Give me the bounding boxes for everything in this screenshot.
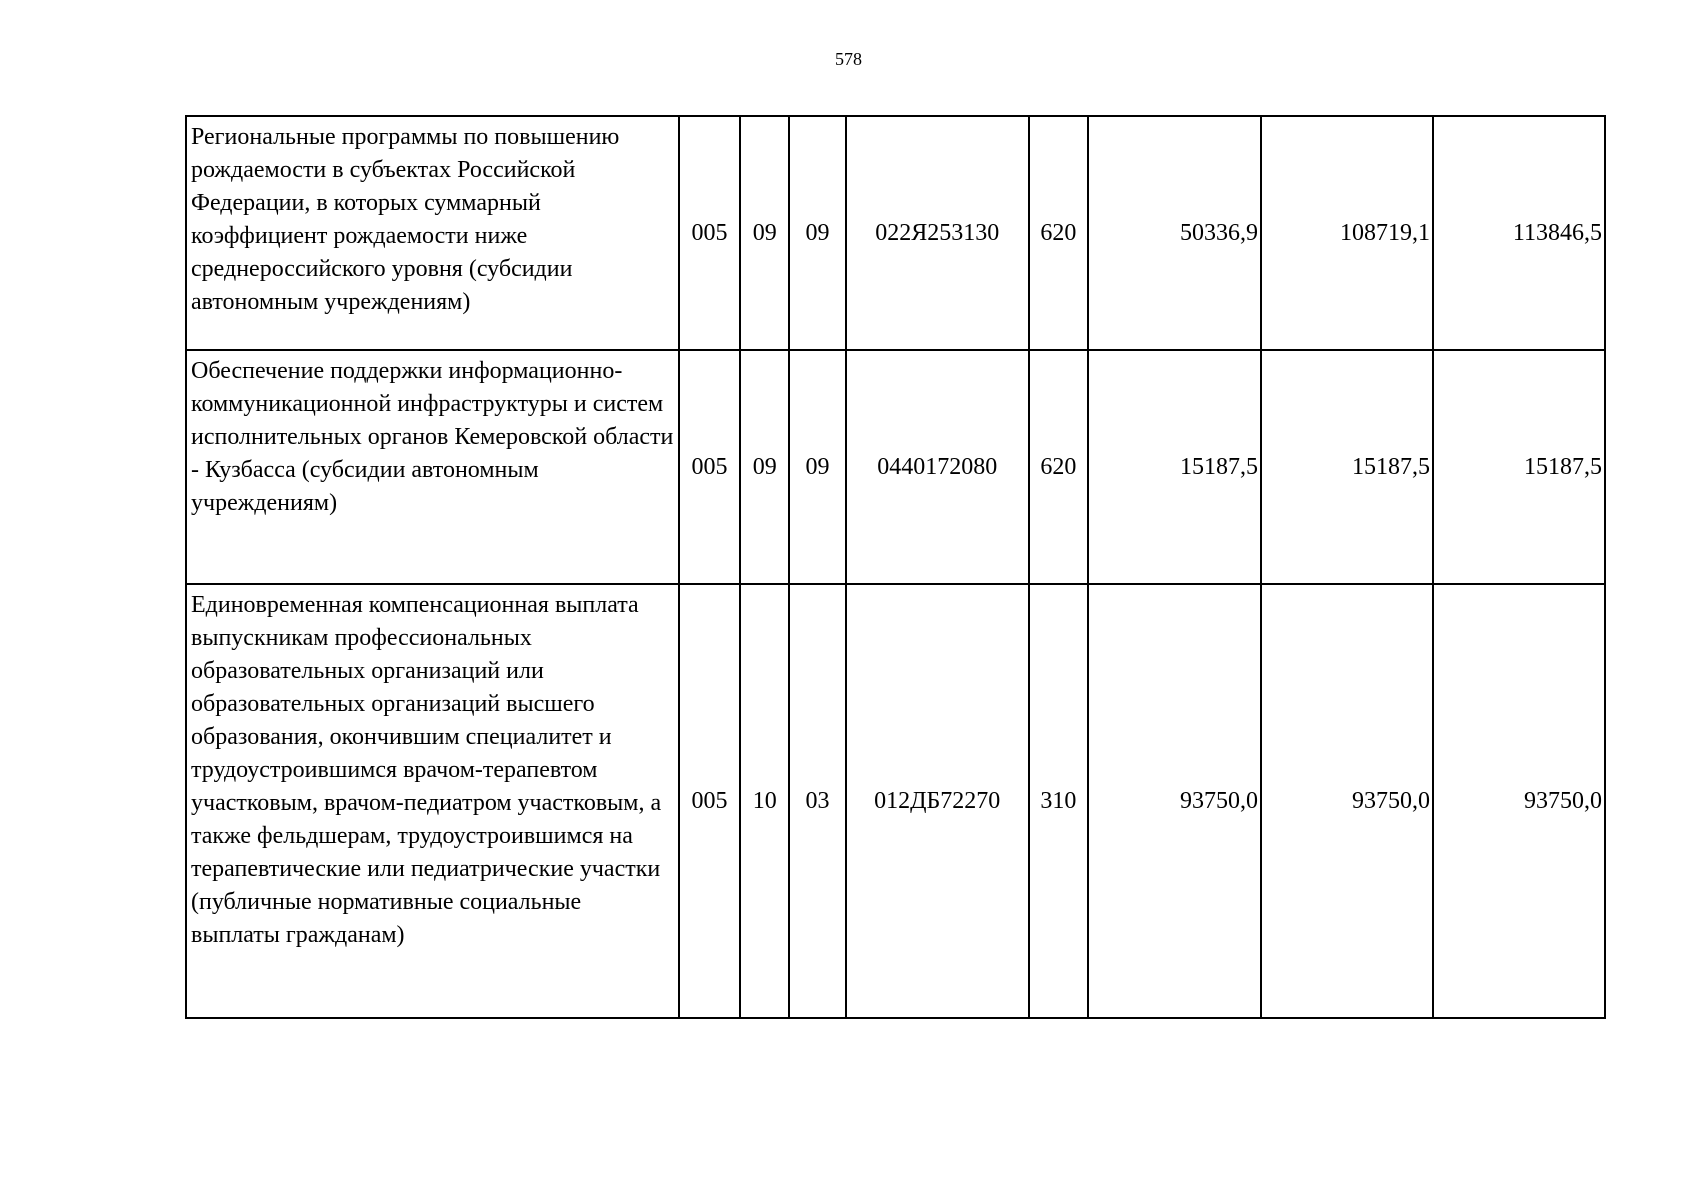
- expense-type-code: 310: [1029, 584, 1088, 1018]
- section-code: 09: [740, 350, 789, 584]
- target-article-code: 022Я253130: [846, 116, 1029, 350]
- target-article-code: 012ДБ72270: [846, 584, 1029, 1018]
- row-description: Единовременная компенсационная выплата выпускникам профессиональных образовательных организаций или образовательных организаций высшего образования, окончившим специалитет и трудоустроившимся врачом-терапевтом участковым, врачом-педиатром участковым, а также фельдшерам, трудоустроившимся на терапевтические или педиатрические участки (публичные нормативные социальные выплаты гражданам): [186, 584, 679, 1018]
- subsection-code: 09: [789, 116, 845, 350]
- section-code: 09: [740, 116, 789, 350]
- table-row: [186, 350, 1605, 584]
- row-description: Региональные программы по повышению рождаемости в субъектах Российской Федерации, в которых суммарный коэффициент рождаемости ниже среднероссийского уровня (субсидии автономным учреждениям): [186, 116, 679, 350]
- amount-year-3: 93750,0: [1433, 584, 1605, 1018]
- amount-year-1: 50336,9: [1088, 116, 1261, 350]
- table-row: [186, 584, 1605, 1018]
- subsection-code: 09: [789, 350, 845, 584]
- amount-year-3: 113846,5: [1433, 116, 1605, 350]
- subsection-code: 03: [789, 584, 845, 1018]
- ministry-code: 005: [679, 584, 740, 1018]
- expense-type-code: 620: [1029, 350, 1088, 584]
- ministry-code: 005: [679, 350, 740, 584]
- amount-year-2: 15187,5: [1261, 350, 1433, 584]
- amount-year-2: 108719,1: [1261, 116, 1433, 350]
- page-number: 578: [835, 49, 862, 69]
- section-code: 10: [740, 584, 789, 1018]
- target-article-code: 0440172080: [846, 350, 1029, 584]
- amount-year-1: 15187,5: [1088, 350, 1261, 584]
- amount-year-3: 15187,5: [1433, 350, 1605, 584]
- amount-year-2: 93750,0: [1261, 584, 1433, 1018]
- amount-year-1: 93750,0: [1088, 584, 1261, 1018]
- table-row: [186, 116, 1605, 350]
- row-description: Обеспечение поддержки информационно-коммуникационной инфраструктуры и систем исполнительных органов Кемеровской области - Кузбасса (субсидии автономным учреждениям): [186, 350, 679, 584]
- budget-table: [185, 115, 1606, 1019]
- expense-type-code: 620: [1029, 116, 1088, 350]
- ministry-code: 005: [679, 116, 740, 350]
